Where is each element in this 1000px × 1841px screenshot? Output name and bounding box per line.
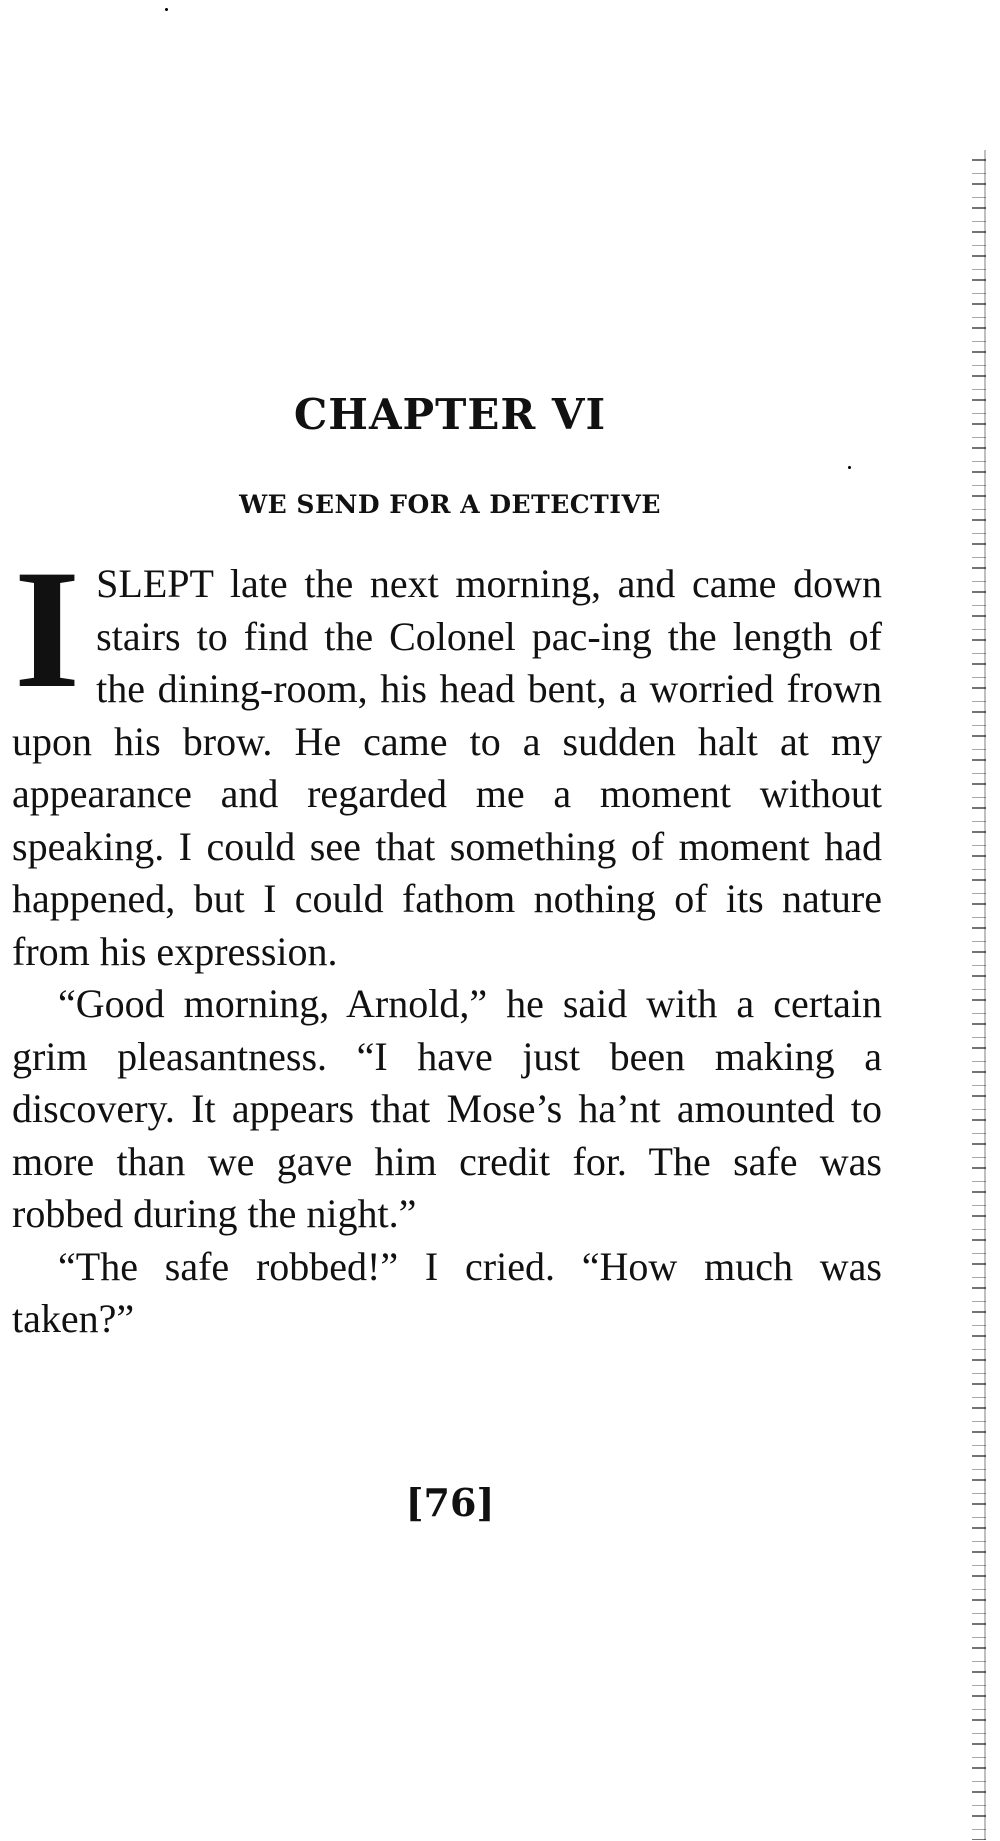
- paragraph-text: SLEPT late the next morning, and came down stairs to find the Colonel pac-ing the length of the dining-room, his head bent, a worried frown upon his brow. He came to a sudden halt at my appearance and regarded me a moment without speaking. I could see that something of moment had happened, but I could fathom nothing of its nature from his expression.: [12, 561, 882, 974]
- body-text: [12, 535, 882, 1346]
- speck: [848, 466, 851, 469]
- drop-cap: I: [14, 535, 81, 723]
- paragraph: “Good morning, Arnold,” he said with a certain grim pleasantness. “I have just been making a discovery. It appears that Mose’s ha’nt amounted to more than we gave him credit for. The safe was robbed during the night.”: [12, 981, 882, 1236]
- chapter-title: WE SEND FOR A DETECTIVE: [239, 490, 661, 519]
- chapter-heading: CHAPTER VI: [293, 390, 607, 439]
- paragraph: “The safe robbed!” I cried. “How much was taken?”: [12, 1243, 882, 1341]
- page-edge-shadow: [972, 150, 986, 1840]
- page-number: [76]: [405, 1480, 495, 1525]
- paragraph: [12, 535, 882, 978]
- speck: [165, 8, 168, 11]
